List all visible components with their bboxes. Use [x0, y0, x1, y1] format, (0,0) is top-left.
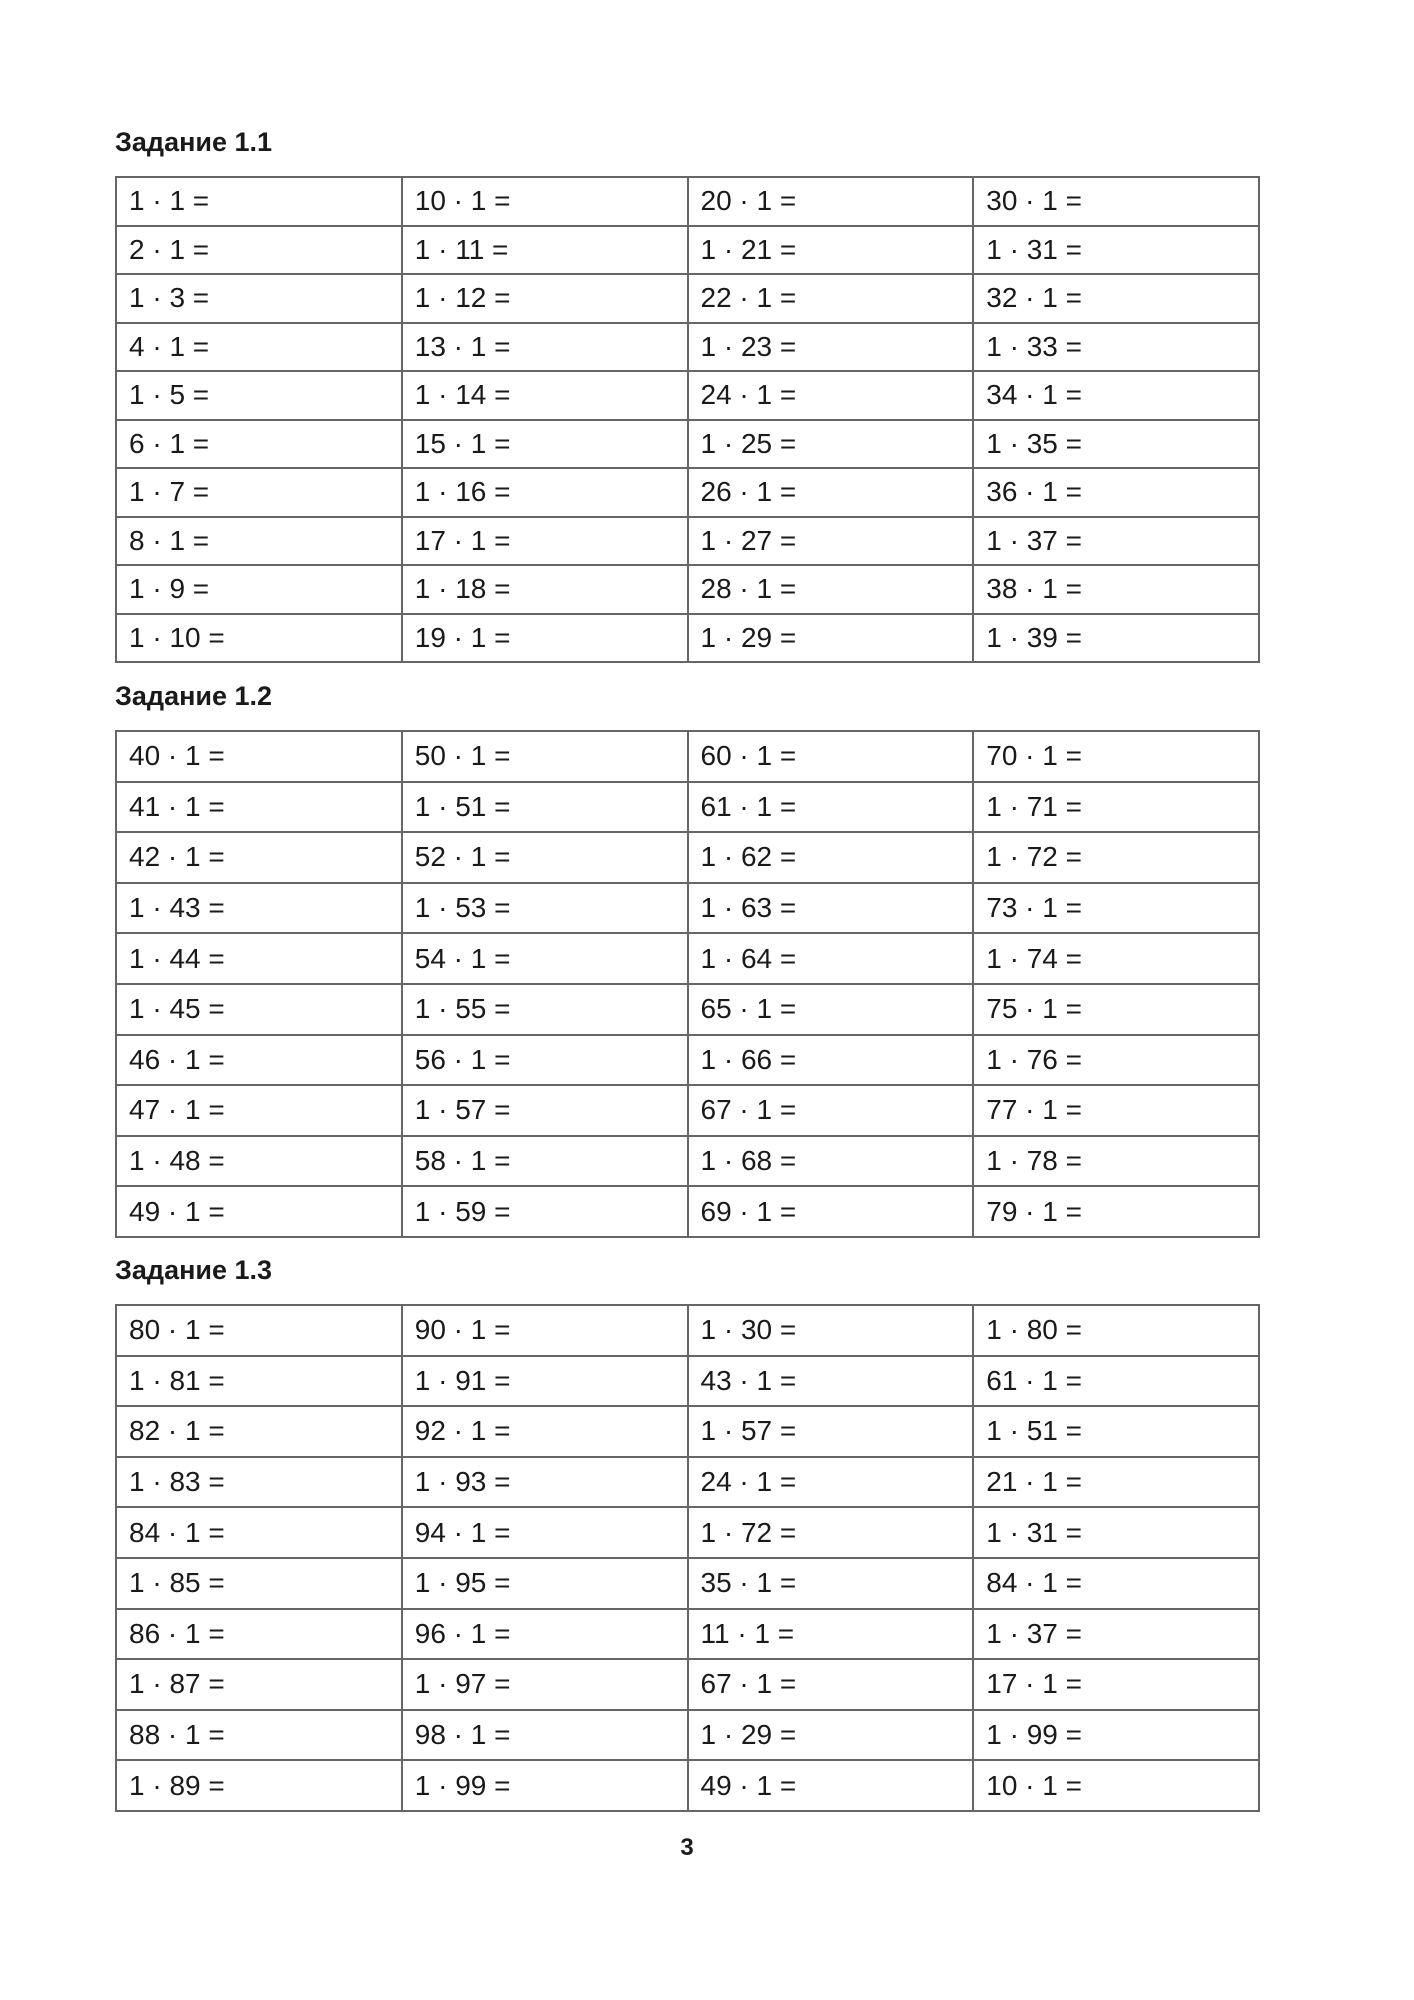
task-cell: 17 · 1 = — [973, 1659, 1259, 1710]
task-cell: 96 · 1 = — [402, 1609, 688, 1660]
task-cell: 1 · 29 = — [688, 1710, 974, 1761]
task-cell: 1 · 14 = — [402, 371, 688, 420]
task-cell: 1 · 99 = — [973, 1710, 1259, 1761]
task-cell: 1 · 72 = — [973, 832, 1259, 883]
section-title: Задание 1.1 — [115, 127, 273, 157]
task-cell: 10 · 1 = — [973, 1760, 1259, 1811]
task-cell: 20 · 1 = — [688, 177, 974, 226]
task-cell: 42 · 1 = — [116, 832, 402, 883]
task-cell: 1 · 1 = — [116, 177, 402, 226]
table-row — [116, 468, 1259, 517]
table-row — [116, 1035, 1259, 1086]
task-cell: 1 · 99 = — [402, 1760, 688, 1811]
task-cell: 28 · 1 = — [688, 565, 974, 614]
task-cell: 52 · 1 = — [402, 832, 688, 883]
task-cell: 88 · 1 = — [116, 1710, 402, 1761]
task-cell: 1 · 93 = — [402, 1457, 688, 1508]
table-row — [116, 614, 1259, 663]
task-cell: 46 · 1 = — [116, 1035, 402, 1086]
table-row — [116, 274, 1259, 323]
task-cell: 1 · 68 = — [688, 1136, 974, 1187]
task-cell: 1 · 48 = — [116, 1136, 402, 1187]
task-cell: 1 · 31 = — [973, 226, 1259, 275]
task-cell: 1 · 97 = — [402, 1659, 688, 1710]
table-row — [116, 371, 1259, 420]
task-cell: 11 · 1 = — [688, 1609, 974, 1660]
task-cell: 24 · 1 = — [688, 371, 974, 420]
task-cell: 15 · 1 = — [402, 420, 688, 469]
task-cell: 30 · 1 = — [973, 177, 1259, 226]
task-cell: 67 · 1 = — [688, 1085, 974, 1136]
task-cell: 1 · 37 = — [973, 1609, 1259, 1660]
table-row — [116, 782, 1259, 833]
task-cell: 70 · 1 = — [973, 731, 1259, 782]
task-cell: 1 · 51 = — [402, 782, 688, 833]
task-cell: 90 · 1 = — [402, 1305, 688, 1356]
task-cell: 34 · 1 = — [973, 371, 1259, 420]
task-cell: 1 · 64 = — [688, 933, 974, 984]
task-cell: 50 · 1 = — [402, 731, 688, 782]
task-cell: 40 · 1 = — [116, 731, 402, 782]
table-row — [116, 933, 1259, 984]
table-row — [116, 323, 1259, 372]
table-row — [116, 1558, 1259, 1609]
task-table — [115, 176, 1260, 663]
task-cell: 21 · 1 = — [973, 1457, 1259, 1508]
task-cell: 86 · 1 = — [116, 1609, 402, 1660]
task-cell: 1 · 72 = — [688, 1507, 974, 1558]
task-cell: 1 · 71 = — [973, 782, 1259, 833]
task-cell: 13 · 1 = — [402, 323, 688, 372]
task-cell: 80 · 1 = — [116, 1305, 402, 1356]
task-cell: 1 · 29 = — [688, 614, 974, 663]
task-cell: 1 · 55 = — [402, 984, 688, 1035]
task-cell: 1 · 74 = — [973, 933, 1259, 984]
task-cell: 36 · 1 = — [973, 468, 1259, 517]
task-cell: 1 · 30 = — [688, 1305, 974, 1356]
task-cell: 98 · 1 = — [402, 1710, 688, 1761]
task-cell: 43 · 1 = — [688, 1356, 974, 1407]
task-cell: 24 · 1 = — [688, 1457, 974, 1508]
task-cell: 1 · 95 = — [402, 1558, 688, 1609]
task-cell: 1 · 25 = — [688, 420, 974, 469]
section-title: Задание 1.3 — [115, 1255, 273, 1285]
task-cell: 1 · 21 = — [688, 226, 974, 275]
task-cell: 61 · 1 = — [688, 782, 974, 833]
task-cell: 1 · 31 = — [973, 1507, 1259, 1558]
table-row — [116, 883, 1259, 934]
task-cell: 56 · 1 = — [402, 1035, 688, 1086]
task-cell: 1 · 53 = — [402, 883, 688, 934]
task-cell: 1 · 91 = — [402, 1356, 688, 1407]
task-cell: 35 · 1 = — [688, 1558, 974, 1609]
table-row — [116, 1406, 1259, 1457]
table-row — [116, 731, 1259, 782]
task-cell: 1 · 9 = — [116, 565, 402, 614]
task-cell: 1 · 63 = — [688, 883, 974, 934]
task-cell: 1 · 62 = — [688, 832, 974, 883]
table-row — [116, 1186, 1259, 1237]
task-cell: 1 · 11 = — [402, 226, 688, 275]
task-cell: 38 · 1 = — [973, 565, 1259, 614]
task-cell: 1 · 43 = — [116, 883, 402, 934]
table-row — [116, 177, 1259, 226]
task-cell: 26 · 1 = — [688, 468, 974, 517]
task-cell: 67 · 1 = — [688, 1659, 974, 1710]
task-cell: 6 · 1 = — [116, 420, 402, 469]
table-row — [116, 1659, 1259, 1710]
task-cell: 79 · 1 = — [973, 1186, 1259, 1237]
task-cell: 10 · 1 = — [402, 177, 688, 226]
task-cell: 1 · 3 = — [116, 274, 402, 323]
task-cell: 92 · 1 = — [402, 1406, 688, 1457]
task-cell: 1 · 57 = — [688, 1406, 974, 1457]
task-cell: 41 · 1 = — [116, 782, 402, 833]
table-row — [116, 1305, 1259, 1356]
task-cell: 1 · 66 = — [688, 1035, 974, 1086]
task-cell: 2 · 1 = — [116, 226, 402, 275]
task-cell: 1 · 12 = — [402, 274, 688, 323]
task-cell: 58 · 1 = — [402, 1136, 688, 1187]
table-row — [116, 832, 1259, 883]
task-cell: 1 · 57 = — [402, 1085, 688, 1136]
task-cell: 1 · 44 = — [116, 933, 402, 984]
table-row — [116, 517, 1259, 566]
task-cell: 1 · 18 = — [402, 565, 688, 614]
task-cell: 1 · 80 = — [973, 1305, 1259, 1356]
task-cell: 1 · 33 = — [973, 323, 1259, 372]
task-cell: 1 · 5 = — [116, 371, 402, 420]
task-cell: 19 · 1 = — [402, 614, 688, 663]
task-cell: 22 · 1 = — [688, 274, 974, 323]
task-cell: 1 · 35 = — [973, 420, 1259, 469]
task-cell: 1 · 89 = — [116, 1760, 402, 1811]
task-cell: 1 · 85 = — [116, 1558, 402, 1609]
task-cell: 49 · 1 = — [116, 1186, 402, 1237]
section-title: Задание 1.2 — [115, 681, 273, 711]
task-cell: 1 · 37 = — [973, 517, 1259, 566]
task-cell: 60 · 1 = — [688, 731, 974, 782]
task-cell: 1 · 59 = — [402, 1186, 688, 1237]
table-row — [116, 1760, 1259, 1811]
task-cell: 75 · 1 = — [973, 984, 1259, 1035]
table-row — [116, 984, 1259, 1035]
task-cell: 1 · 87 = — [116, 1659, 402, 1710]
task-cell: 1 · 7 = — [116, 468, 402, 517]
table-row — [116, 565, 1259, 614]
table-row — [116, 420, 1259, 469]
task-cell: 1 · 27 = — [688, 517, 974, 566]
task-cell: 69 · 1 = — [688, 1186, 974, 1237]
task-cell: 1 · 76 = — [973, 1035, 1259, 1086]
task-cell: 32 · 1 = — [973, 274, 1259, 323]
task-cell: 47 · 1 = — [116, 1085, 402, 1136]
task-cell: 1 · 39 = — [973, 614, 1259, 663]
table-row — [116, 1507, 1259, 1558]
table-row — [116, 1356, 1259, 1407]
task-cell: 17 · 1 = — [402, 517, 688, 566]
task-cell: 94 · 1 = — [402, 1507, 688, 1558]
task-cell: 1 · 16 = — [402, 468, 688, 517]
task-cell: 1 · 81 = — [116, 1356, 402, 1407]
task-cell: 49 · 1 = — [688, 1760, 974, 1811]
task-cell: 77 · 1 = — [973, 1085, 1259, 1136]
task-cell: 54 · 1 = — [402, 933, 688, 984]
task-cell: 1 · 23 = — [688, 323, 974, 372]
table-row — [116, 1136, 1259, 1187]
task-cell: 1 · 83 = — [116, 1457, 402, 1508]
task-cell: 1 · 10 = — [116, 614, 402, 663]
table-row — [116, 1457, 1259, 1508]
page-number: 3 — [680, 1834, 694, 1861]
task-cell: 1 · 45 = — [116, 984, 402, 1035]
task-cell: 61 · 1 = — [973, 1356, 1259, 1407]
task-table — [115, 730, 1260, 1238]
table-row — [116, 1710, 1259, 1761]
task-cell: 84 · 1 = — [973, 1558, 1259, 1609]
task-cell: 82 · 1 = — [116, 1406, 402, 1457]
task-cell: 65 · 1 = — [688, 984, 974, 1035]
table-row — [116, 1609, 1259, 1660]
task-cell: 1 · 51 = — [973, 1406, 1259, 1457]
task-cell: 8 · 1 = — [116, 517, 402, 566]
task-cell: 73 · 1 = — [973, 883, 1259, 934]
table-row — [116, 226, 1259, 275]
task-cell: 84 · 1 = — [116, 1507, 402, 1558]
task-table — [115, 1304, 1260, 1812]
task-cell: 1 · 78 = — [973, 1136, 1259, 1187]
task-cell: 4 · 1 = — [116, 323, 402, 372]
table-row — [116, 1085, 1259, 1136]
